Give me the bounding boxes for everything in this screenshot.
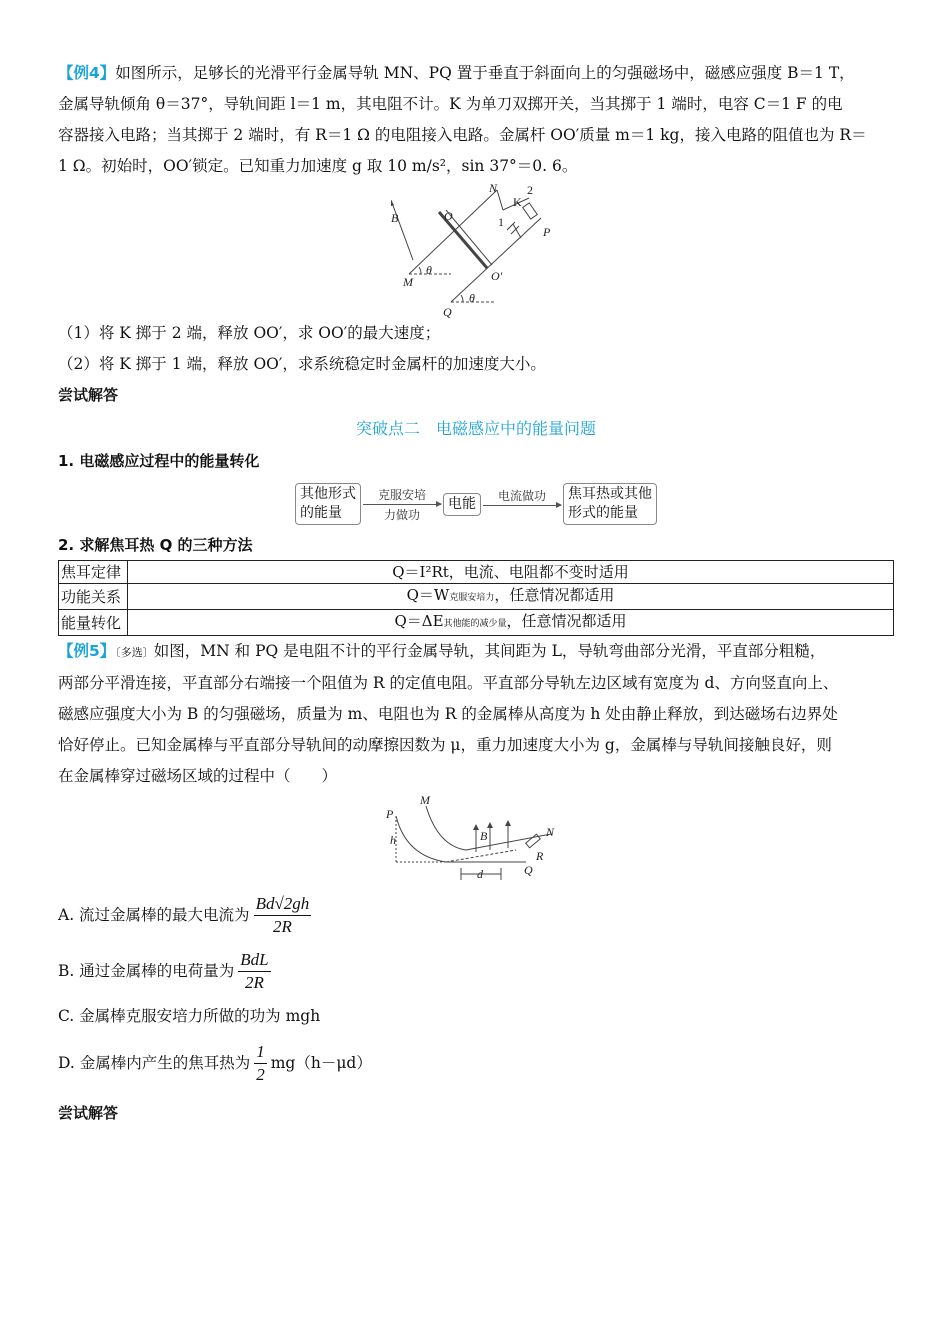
table-row: 功能关系 Q＝W克服安培力，任意情况都适用 [59,584,894,610]
ex4-line1: 【例4】如图所示，足够长的光滑平行金属导轨 MN、PQ 置于垂直于斜面向上的匀强磁场中，磁感应强度 B＝1 T， [58,64,855,82]
ex5-line2: 两部分平滑连接，平直部分右端接一个阻值为 R 的定值电阻。平直部分导轨左边区域有宽度为 d、方向竖直向上、 [58,674,839,692]
svg-text:M: M [420,794,430,807]
flow-arrow-1: 克服安培 力做功 [363,486,441,523]
svg-text:B: B [391,211,399,225]
page [58,56,894,1128]
option-a: A. 流过金属棒的最大电流为 $\frac{Bd√2gh}{2R}$ [58,893,310,936]
ex5-line4: 恰好停止。已知金属棒与平直部分导轨间的动摩擦因数为 μ，重力加速度大小为 g，金属棒与导轨间接触良好，则 [58,736,832,754]
ex4-question-2: （2）将 K 掷于 1 端，释放 OO′，求系统稳定时金属杆的加速度大小。 [58,355,546,373]
svg-text:d: d [477,867,483,881]
section-heading-2: 2. 求解焦耳热 Q 的三种方法 [58,536,253,554]
svg-text:N: N [489,182,498,195]
arrow-right-icon [363,504,441,505]
flow-box-electric-energy: 电能 [443,493,481,516]
svg-text:Q: Q [524,863,533,877]
flow-box-joule-heat: 焦耳热或其他 形式的能量 [563,483,657,525]
ex5-line5: 在金属棒穿过磁场区域的过程中（ ） [58,767,338,785]
fraction: $\frac{\text{BdL}}{2R}$ [240,949,269,992]
section-heading-1: 1. 电磁感应过程中的能量转化 [58,452,260,470]
svg-text:B: B [480,829,488,843]
svg-text:1: 1 [498,215,504,229]
ex4-figure [391,182,561,318]
flow-arrow-2: 电流做功 [483,487,561,507]
svg-text:N: N [546,825,555,839]
ex4-line2: 金属导轨倾角 θ＝37°，导轨间距 l＝1 m，其电阻不计。K 为单刀双掷开关，当其掷于 1 端时，电容 C＝1 F 的电 [58,95,843,113]
energy-flow-diagram [58,482,894,526]
section-title: 突破点二 电磁感应中的能量问题 [355,419,596,438]
svg-text:O: O [444,209,453,223]
svg-text:2: 2 [527,183,533,197]
svg-text:M: M [403,275,413,289]
option-b: B. 通过金属棒的电荷量为 $\frac{\text{BdL}}{2R}$ [58,949,269,992]
svg-text:R: R [536,849,544,863]
svg-text:P: P [386,807,394,821]
fraction: $\frac{1}{2}$ [256,1041,265,1084]
ex4-line4: 1 Ω。初始时，OO′锁定。已知重力加速度 g 取 10 m/s²，sin 37°＝0. 6。 [58,157,578,175]
svg-text:θ: θ [469,291,475,305]
table-row: 焦耳定律 Q＝I²Rt，电流、电阻都不变时适用 [59,561,894,584]
multi-select-badge: 〔多选〕 [115,646,154,659]
fraction: $\frac{Bd√2gh}{2R}$ [255,893,310,936]
ex5-figure [386,794,566,888]
joule-heat-table [58,560,894,636]
ex4-tag: 【例4】 [58,64,116,82]
arrow-right-icon [483,505,561,506]
ex5-line1: 【例5】〔多选〕如图，MN 和 PQ 是电阻不计的平行金属导轨，其间距为 L，导轨弯曲部分光滑，平直部分粗糙， [58,642,826,660]
svg-text:h: h [390,833,396,847]
svg-text:P: P [543,225,551,239]
option-c: C. 金属棒克服安培力所做的功为 mgh [58,1007,321,1025]
svg-text:O′: O′ [491,269,503,283]
svg-text:K: K [513,195,522,209]
table-row: 能量转化 Q＝ΔE其他能的减少量，任意情况都适用 [59,610,894,636]
flow-box-other-energy: 其他形式 的能量 [295,483,361,525]
ex4-line3: 容器接入电路；当其掷于 2 端时，有 R＝1 Ω 的电阻接入电路。金属杆 OO′质量 m＝1 kg，接入电路的阻值也为 R＝ [58,126,867,144]
ex5-try-answer: 尝试解答 [58,1104,119,1122]
ex4-question-1: （1）将 K 掷于 2 端，释放 OO′，求 OO′的最大速度； [58,324,441,342]
ex5-line3: 磁感应强度大小为 B 的匀强磁场，质量为 m、电阻也为 R 的金属棒从高度为 h 处由静止释放，到达磁场右边界处 [58,705,838,723]
option-d: D. 金属棒内产生的焦耳热为 $\frac{1}{2}$ mg（h－μd） [58,1041,372,1084]
svg-text:θ: θ [426,263,432,277]
ex4-try-answer: 尝试解答 [58,386,119,404]
svg-text:Q: Q [443,305,452,318]
ex5-tag: 【例5】 [58,642,116,660]
